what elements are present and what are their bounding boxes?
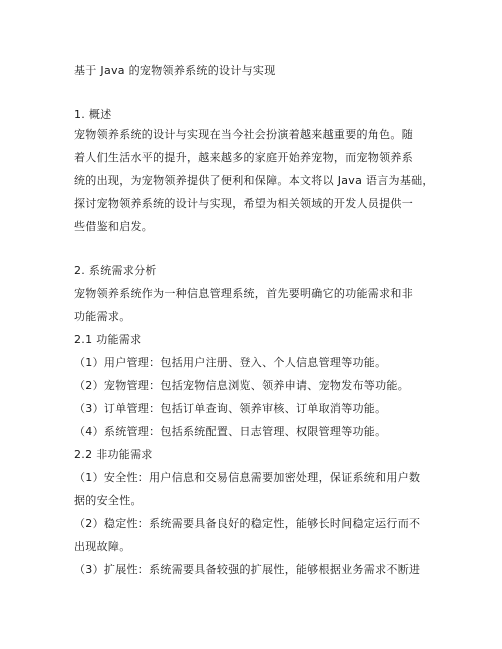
paragraph-line: 据的安全性。 [74,494,142,507]
paragraph-line: 探讨宠物领养系统的设计与实现，希望为相关领域的开发人员提供一 [74,197,413,210]
document-title: 基于 Java 的宠物领养系统的设计与实现 [74,64,276,77]
section-heading-overview: 1. 概述 [74,108,112,121]
paragraph-line: 宠物领养系统的设计与实现在当今社会扮演着越来越重要的角色。随 [74,128,413,141]
list-item: （2）稳定性：系统需要具备良好的稳定性，能够长时间稳定运行而不 [74,517,421,530]
list-item: （4）系统管理：包括系统配置、日志管理、权限管理等功能。 [74,425,387,438]
list-item: （1）用户管理：包括用户注册、登入、个人信息管理等功能。 [74,356,387,369]
section-heading-requirements: 2. 系统需求分析 [74,264,157,277]
paragraph-line: 些借鉴和启发。 [74,220,154,233]
paragraph-line: 出现故障。 [74,540,131,553]
paragraph-line: 功能需求。 [74,310,131,323]
subsection-heading-nonfunctional: 2.2 非功能需求 [74,448,153,461]
paragraph-line: 着人们生活水平的提升，越来越多的家庭开始养宠物，而宠物领养系 [74,151,413,164]
paragraph-line: 统的出现，为宠物领养提供了便利和保障。本文将以 Java 语言为基础， [74,174,434,187]
list-item: （3）扩展性：系统需要具备较强的扩展性，能够根据业务需求不断进 [74,563,421,576]
list-item: （2）宠物管理：包括宠物信息浏览、领养申请、宠物发布等功能。 [74,379,409,392]
subsection-heading-functional: 2.1 功能需求 [74,333,142,346]
list-item: （1）安全性：用户信息和交易信息需要加密处理，保证系统和用户数 [74,471,421,484]
paragraph-line: 宠物领养系统作为一种信息管理系统，首先要明确它的功能需求和非 [74,287,413,300]
list-item: （3）订单管理：包括订单查询、领养审核、订单取消等功能。 [74,402,387,415]
